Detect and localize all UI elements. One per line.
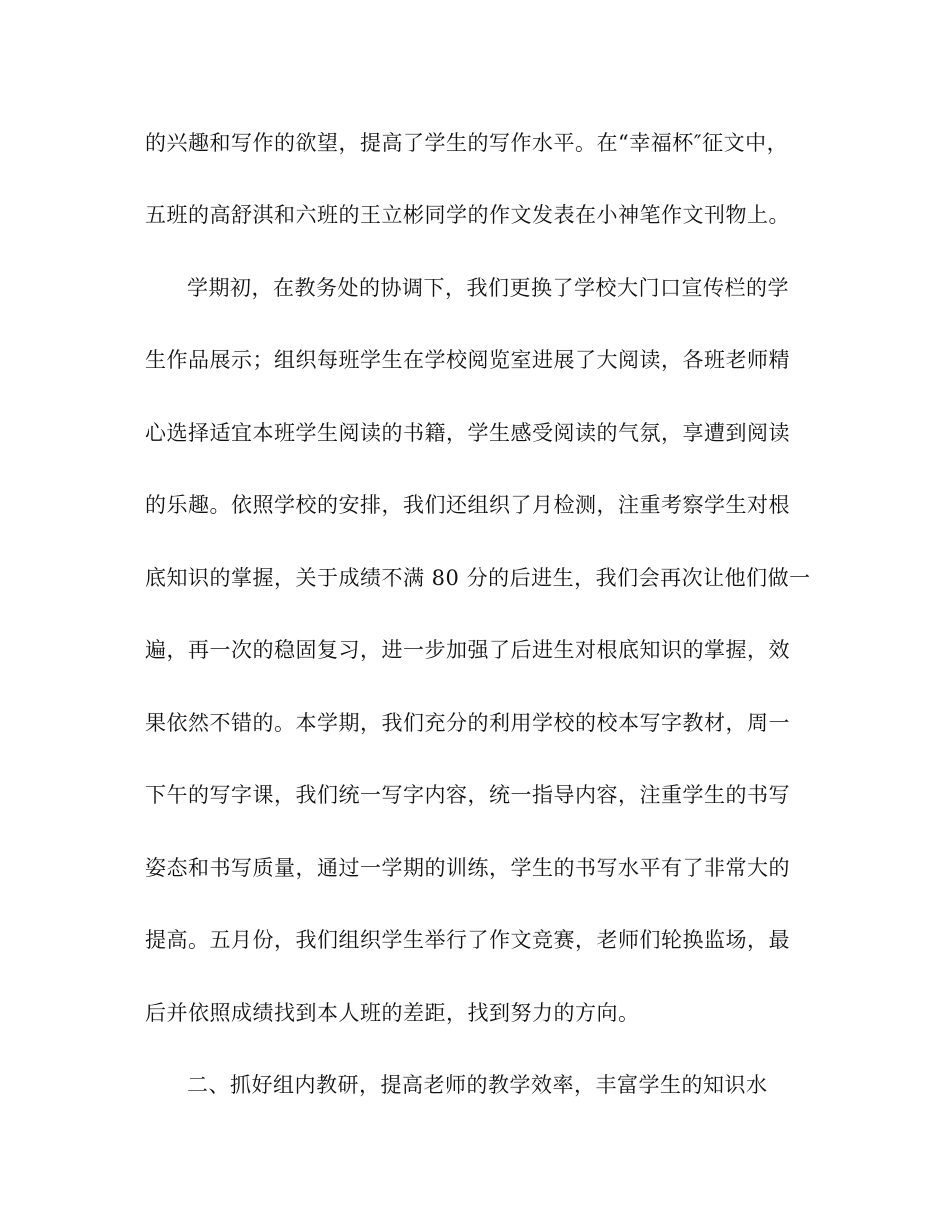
paragraph-line: 的乐趣。依照学校的安排，我们还组织了月检测，注重考察学生对根 (145, 493, 790, 517)
paragraph-line: 生作品展示；组织每班学生在学校阅览室进展了大阅读，各班老师精 (145, 348, 790, 372)
paragraph-line: 提高。五月份，我们组织学生举行了作文竞赛，老师们轮换监场，最 (145, 928, 790, 952)
paragraph-line: 姿态和书写质量，通过一学期的训练，学生的书写水平有了非常大的 (145, 856, 790, 880)
paragraph-line: 遍，再一次的稳固复习，进一步加强了后进生对根底知识的掌握，效 (145, 638, 790, 662)
paragraph-line: 下午的写字课，我们统一写字内容，统一指导内容，注重学生的书写 (145, 783, 790, 807)
paragraph-line: 后并依照成绩找到本人班的差距，找到努力的方向。 (145, 1001, 640, 1025)
paragraph-line: 五班的高舒淇和六班的王立彬同学的作文发表在小神笔作文刊物上。 (145, 203, 790, 227)
paragraph-line: 学期初，在教务处的协调下，我们更换了学校大门口宣传栏的学 (187, 276, 789, 300)
paragraph-line: 心选择适宜本班学生阅读的书籍，学生感受阅读的气氛，享遭到阅读 (145, 421, 790, 445)
paragraph-line: 底知识的掌握，关于成绩不满 80 分的后进生，我们会再次让他们做一 (145, 566, 811, 590)
section-heading-line: 二、抓好组内教研，提高老师的教学效率，丰富学生的知识水 (187, 1073, 768, 1097)
paragraph-line: 果依然不错的。本学期，我们充分的利用学校的校本写字教材，周一 (145, 711, 790, 735)
paragraph-line: 的兴趣和写作的欲望，提高了学生的写作水平。在“幸福杯″征文中， (145, 131, 789, 155)
